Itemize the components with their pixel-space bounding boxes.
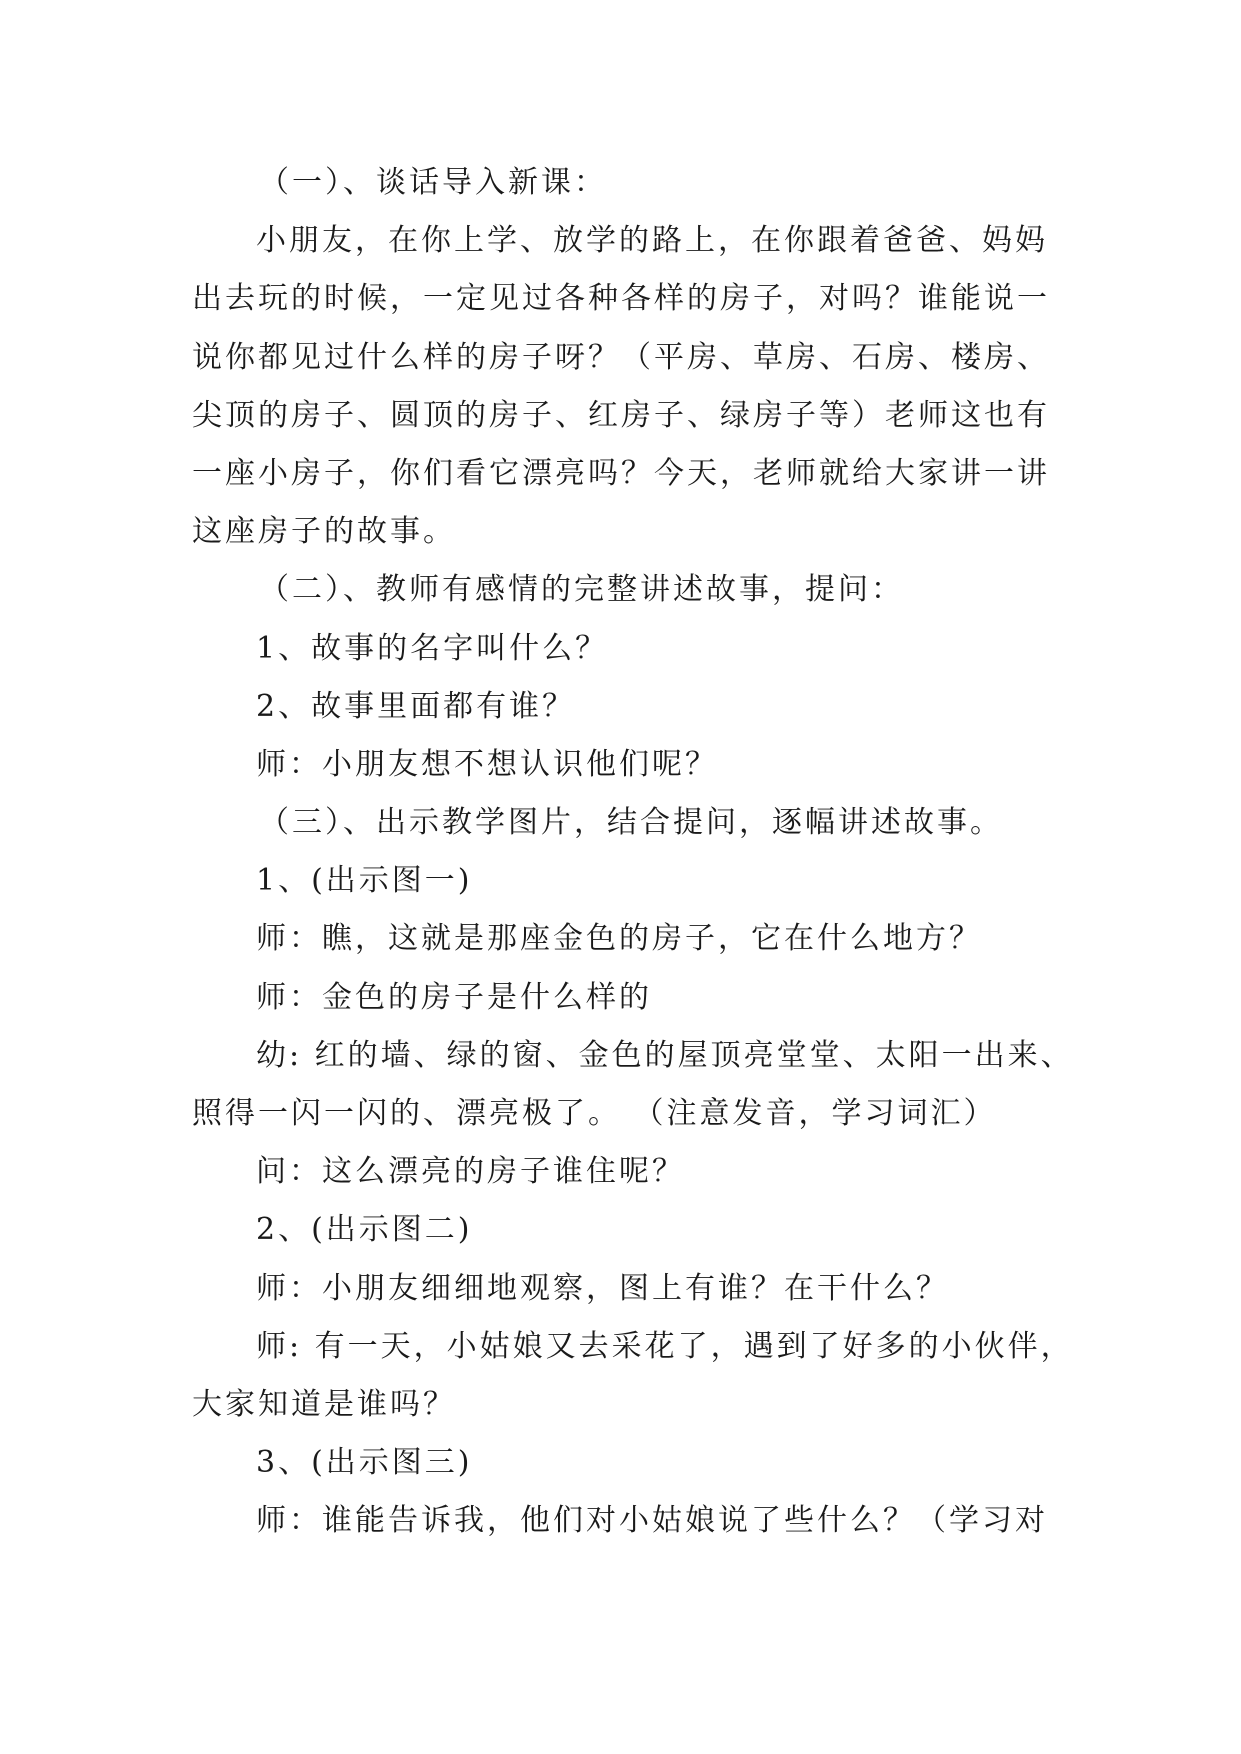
section-heading-2: （二）、教师有感情的完整讲述故事，提问：: [259, 572, 904, 608]
section-heading-3: （三）、出示教学图片，结合提问，逐幅讲述故事。: [259, 805, 1003, 841]
paragraph-line: 尖顶的房子、圆顶的房子、红房子、绿房子等）老师这也有: [192, 397, 1050, 433]
section-heading-1: （一）、谈话导入新课：: [259, 165, 607, 200]
question-item: 2、故事里面都有谁？: [256, 688, 576, 724]
paragraph-line: 说你都见过什么样的房子呀？（平房、草房、石房、楼房、: [192, 339, 1050, 375]
paragraph-line: 这座房子的故事。: [192, 514, 456, 550]
step-item: 1、(出示图一): [256, 863, 473, 899]
step-item: 2、(出示图二): [256, 1212, 473, 1248]
paragraph-line: 出去玩的时候，一定见过各种各样的房子，对吗？谁能说一: [192, 281, 1050, 317]
dialogue-line: 师：小朋友想不想认识他们呢？: [256, 746, 718, 782]
dialogue-line: 师：瞧，这就是那座金色的房子，它在什么地方？: [256, 921, 982, 957]
document-body: [192, 154, 1082, 1551]
dialogue-line: 大家知道是谁吗？: [192, 1386, 456, 1422]
step-item: 3、(出示图三): [256, 1445, 473, 1481]
dialogue-line: 师：金色的房子是什么样的: [256, 979, 652, 1015]
dialogue-line: 幼: 红的墙、绿的窗、金色的屋顶亮堂堂、太阳一出来、: [256, 1037, 1074, 1073]
dialogue-line: 问：这么漂亮的房子谁住呢？: [256, 1154, 685, 1190]
paragraph-line: 一座小房子，你们看它漂亮吗？今天，老师就给大家讲一讲: [192, 455, 1050, 491]
question-item: 1、故事的名字叫什么？: [256, 630, 609, 666]
dialogue-line: 师：谁能告诉我，他们对小姑娘说了些什么？（学习对: [256, 1503, 1048, 1539]
dialogue-line: 照得一闪一闪的、漂亮极了。 （注意发音，学习词汇）: [192, 1096, 997, 1131]
paragraph-line: 小朋友，在你上学、放学的路上，在你跟着爸爸、妈妈: [256, 223, 1048, 259]
dialogue-line: 师: 有一天，小姑娘又去采花了，遇到了好多的小伙伴，: [256, 1328, 1074, 1364]
dialogue-line: 师：小朋友细细地观察，图上有谁？在干什么？: [256, 1270, 949, 1306]
